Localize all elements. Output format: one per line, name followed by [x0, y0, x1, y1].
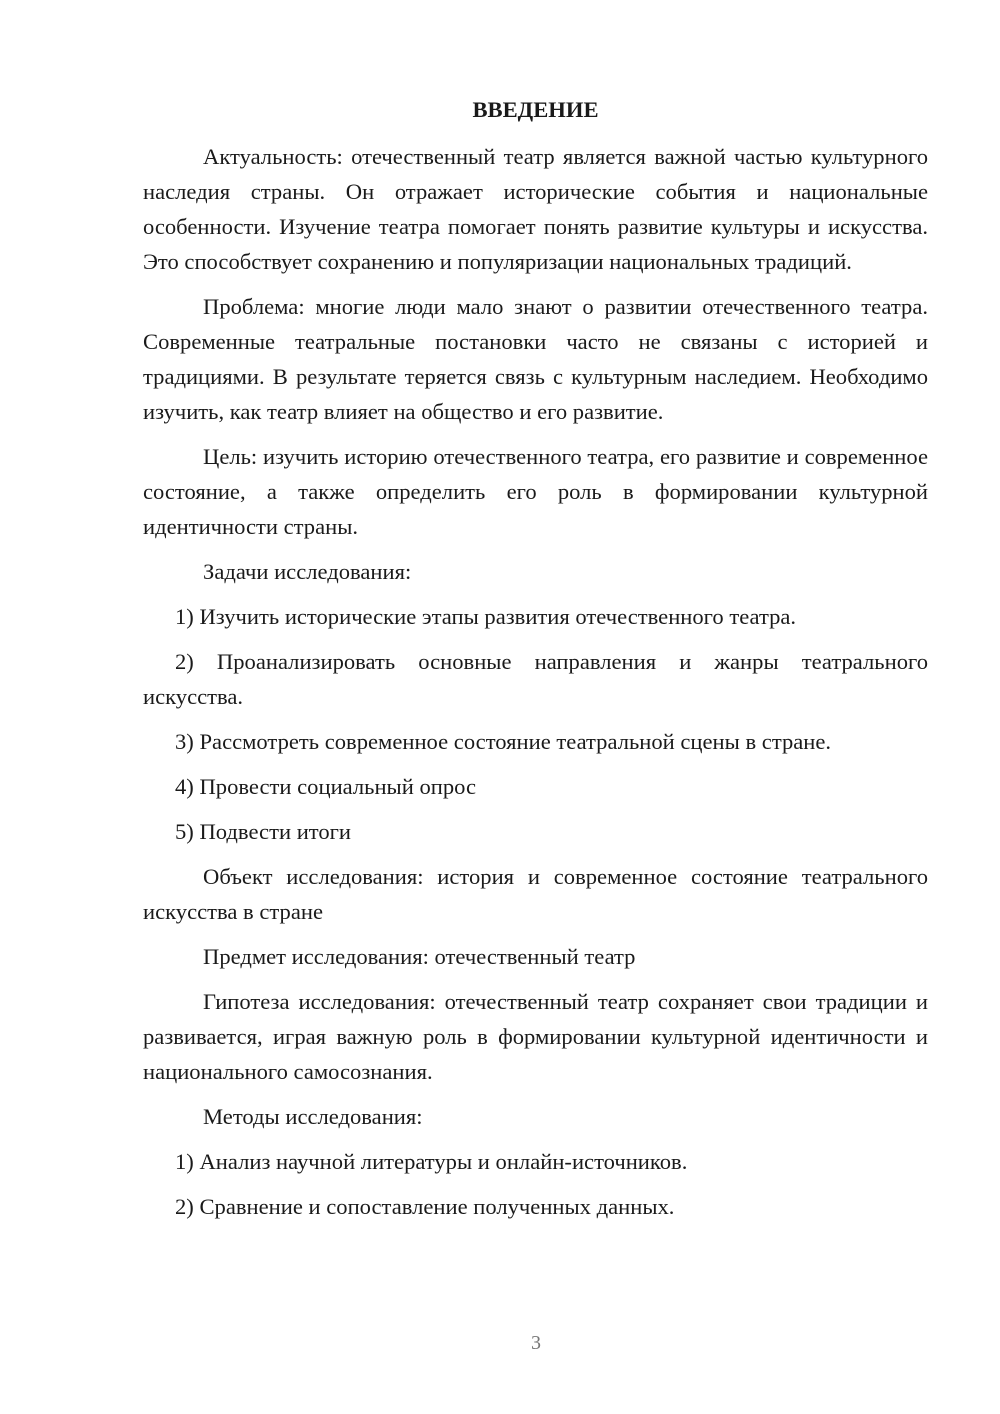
tasks-title: Задачи исследования:: [203, 559, 412, 584]
methods-title: Методы исследования:: [203, 1104, 423, 1129]
task-item-2: 2) Проанализировать основные направления и жанры театрального искусства.: [143, 649, 928, 709]
method-item-2: 2) Сравнение и сопоставление полученных данных.: [175, 1194, 675, 1219]
relevance-paragraph: Актуальность: отечественный театр является важной частью культурного наследия страны. Он отражает исторические события и национальные особенности. Изучение театра помогает понять развитие культуры и искусства. Это способствует сохранению и популяризации национальных традиций.: [143, 144, 928, 274]
page-number: 3: [531, 1332, 541, 1354]
problem-paragraph: Проблема: многие люди мало знают о развитии отечественного театра. Современные театральные постановки часто не связаны с историей и традициями. В результате теряется связь с культурным наследием. Необходимо изучить, как театр влияет на общество и его развитие.: [143, 294, 928, 424]
task-item-4: 4) Провести социальный опрос: [175, 774, 477, 799]
page-content: [143, 90, 928, 1234]
task-item-5: 5) Подвести итоги: [175, 819, 352, 844]
hypothesis-paragraph: Гипотеза исследования: отечественный театр сохраняет свои традиции и развивается, играя важную роль в формировании культурной идентичности и национального самосознания.: [143, 989, 928, 1084]
object-paragraph: Объект исследования: история и современное состояние театрального искусства в стране: [143, 864, 928, 924]
method-item-1: 1) Анализ научной литературы и онлайн-источников.: [175, 1149, 688, 1174]
section-heading: ВВЕДЕНИЕ: [472, 97, 599, 122]
subject-paragraph: Предмет исследования: отечественный театр: [203, 944, 636, 969]
task-item-1: 1) Изучить исторические этапы развития отечественного театра.: [175, 604, 797, 629]
goal-paragraph: Цель: изучить историю отечественного театра, его развитие и современное состояние, а также определить его роль в формировании культурной идентичности страны.: [143, 444, 928, 539]
task-item-3: 3) Рассмотреть современное состояние театральной сцены в стране.: [175, 729, 832, 754]
